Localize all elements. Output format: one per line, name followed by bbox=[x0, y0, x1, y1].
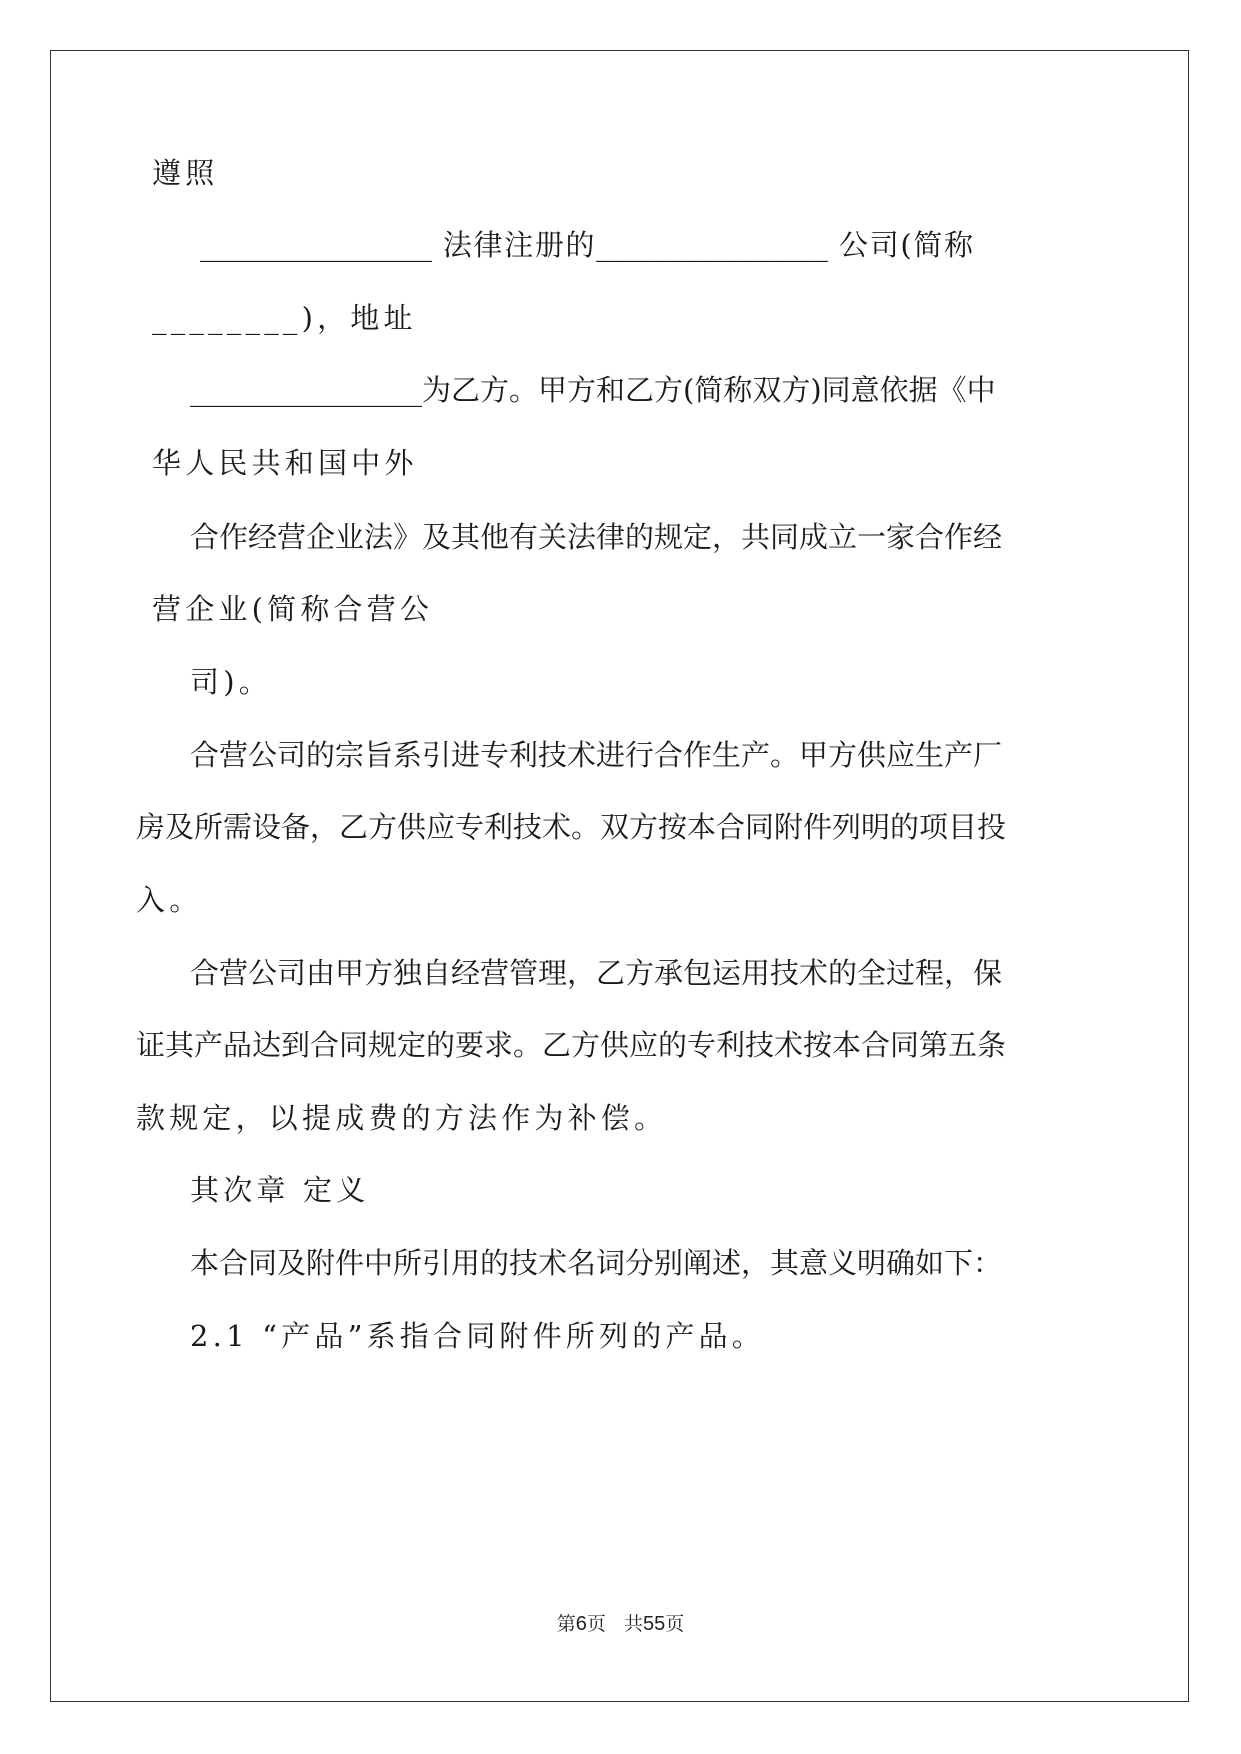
text-line-14: 款规定，以提成费的方法作为补偿。 bbox=[136, 1101, 668, 1135]
footer-total-pages: 55 bbox=[642, 1613, 666, 1635]
footer-total-suffix: 页 bbox=[665, 1613, 685, 1635]
text-line-2: ________________ 法律注册的________________ 公司(简称 bbox=[200, 228, 973, 262]
text-line-6: 合作经营企业法》及其他有关法律的规定，共同成立一家合作经 bbox=[190, 520, 1003, 554]
text-line-4: ________________为乙方。甲方和乙方(简称双方)同意依据《中 bbox=[190, 373, 996, 407]
text-line-17: 2.1 “产品”系指合同附件所列的产品。 bbox=[190, 1319, 765, 1353]
footer-page-prefix: 第 bbox=[556, 1613, 576, 1635]
text-line-16: 本合同及附件中所引用的技术名词分别阐述，其意义明确如下： bbox=[190, 1246, 1003, 1280]
text-line-11: 入。 bbox=[136, 883, 203, 917]
page-footer bbox=[0, 1612, 1241, 1636]
text-line-12: 合营公司由甲方独自经营管理，乙方承包运用技术的全过程，保 bbox=[190, 956, 1003, 990]
text-line-13: 证其产品达到合同规定的要求。乙方供应的专利技术按本合同第五条 bbox=[136, 1028, 1007, 1062]
text-line-3: ________)，地址 bbox=[152, 301, 417, 335]
text-line-1: 遵照 bbox=[152, 156, 219, 190]
text-line-5: 华人民共和国中外 bbox=[152, 446, 418, 480]
section-heading: 其次章 定义 bbox=[190, 1173, 370, 1207]
footer-page-suffix: 页 bbox=[586, 1613, 606, 1635]
footer-page-number: 6 bbox=[575, 1613, 587, 1635]
text-line-8: 司)。 bbox=[190, 665, 272, 699]
footer-total-prefix: 共 bbox=[623, 1613, 643, 1635]
text-line-10: 房及所需设备，乙方供应专利技术。双方按本合同附件列明的项目投 bbox=[136, 810, 1007, 844]
text-line-7: 营企业(简称合营公 bbox=[152, 592, 434, 626]
text-line-9: 合营公司的宗旨系引进专利技术进行合作生产。甲方供应生产厂 bbox=[190, 738, 1003, 772]
